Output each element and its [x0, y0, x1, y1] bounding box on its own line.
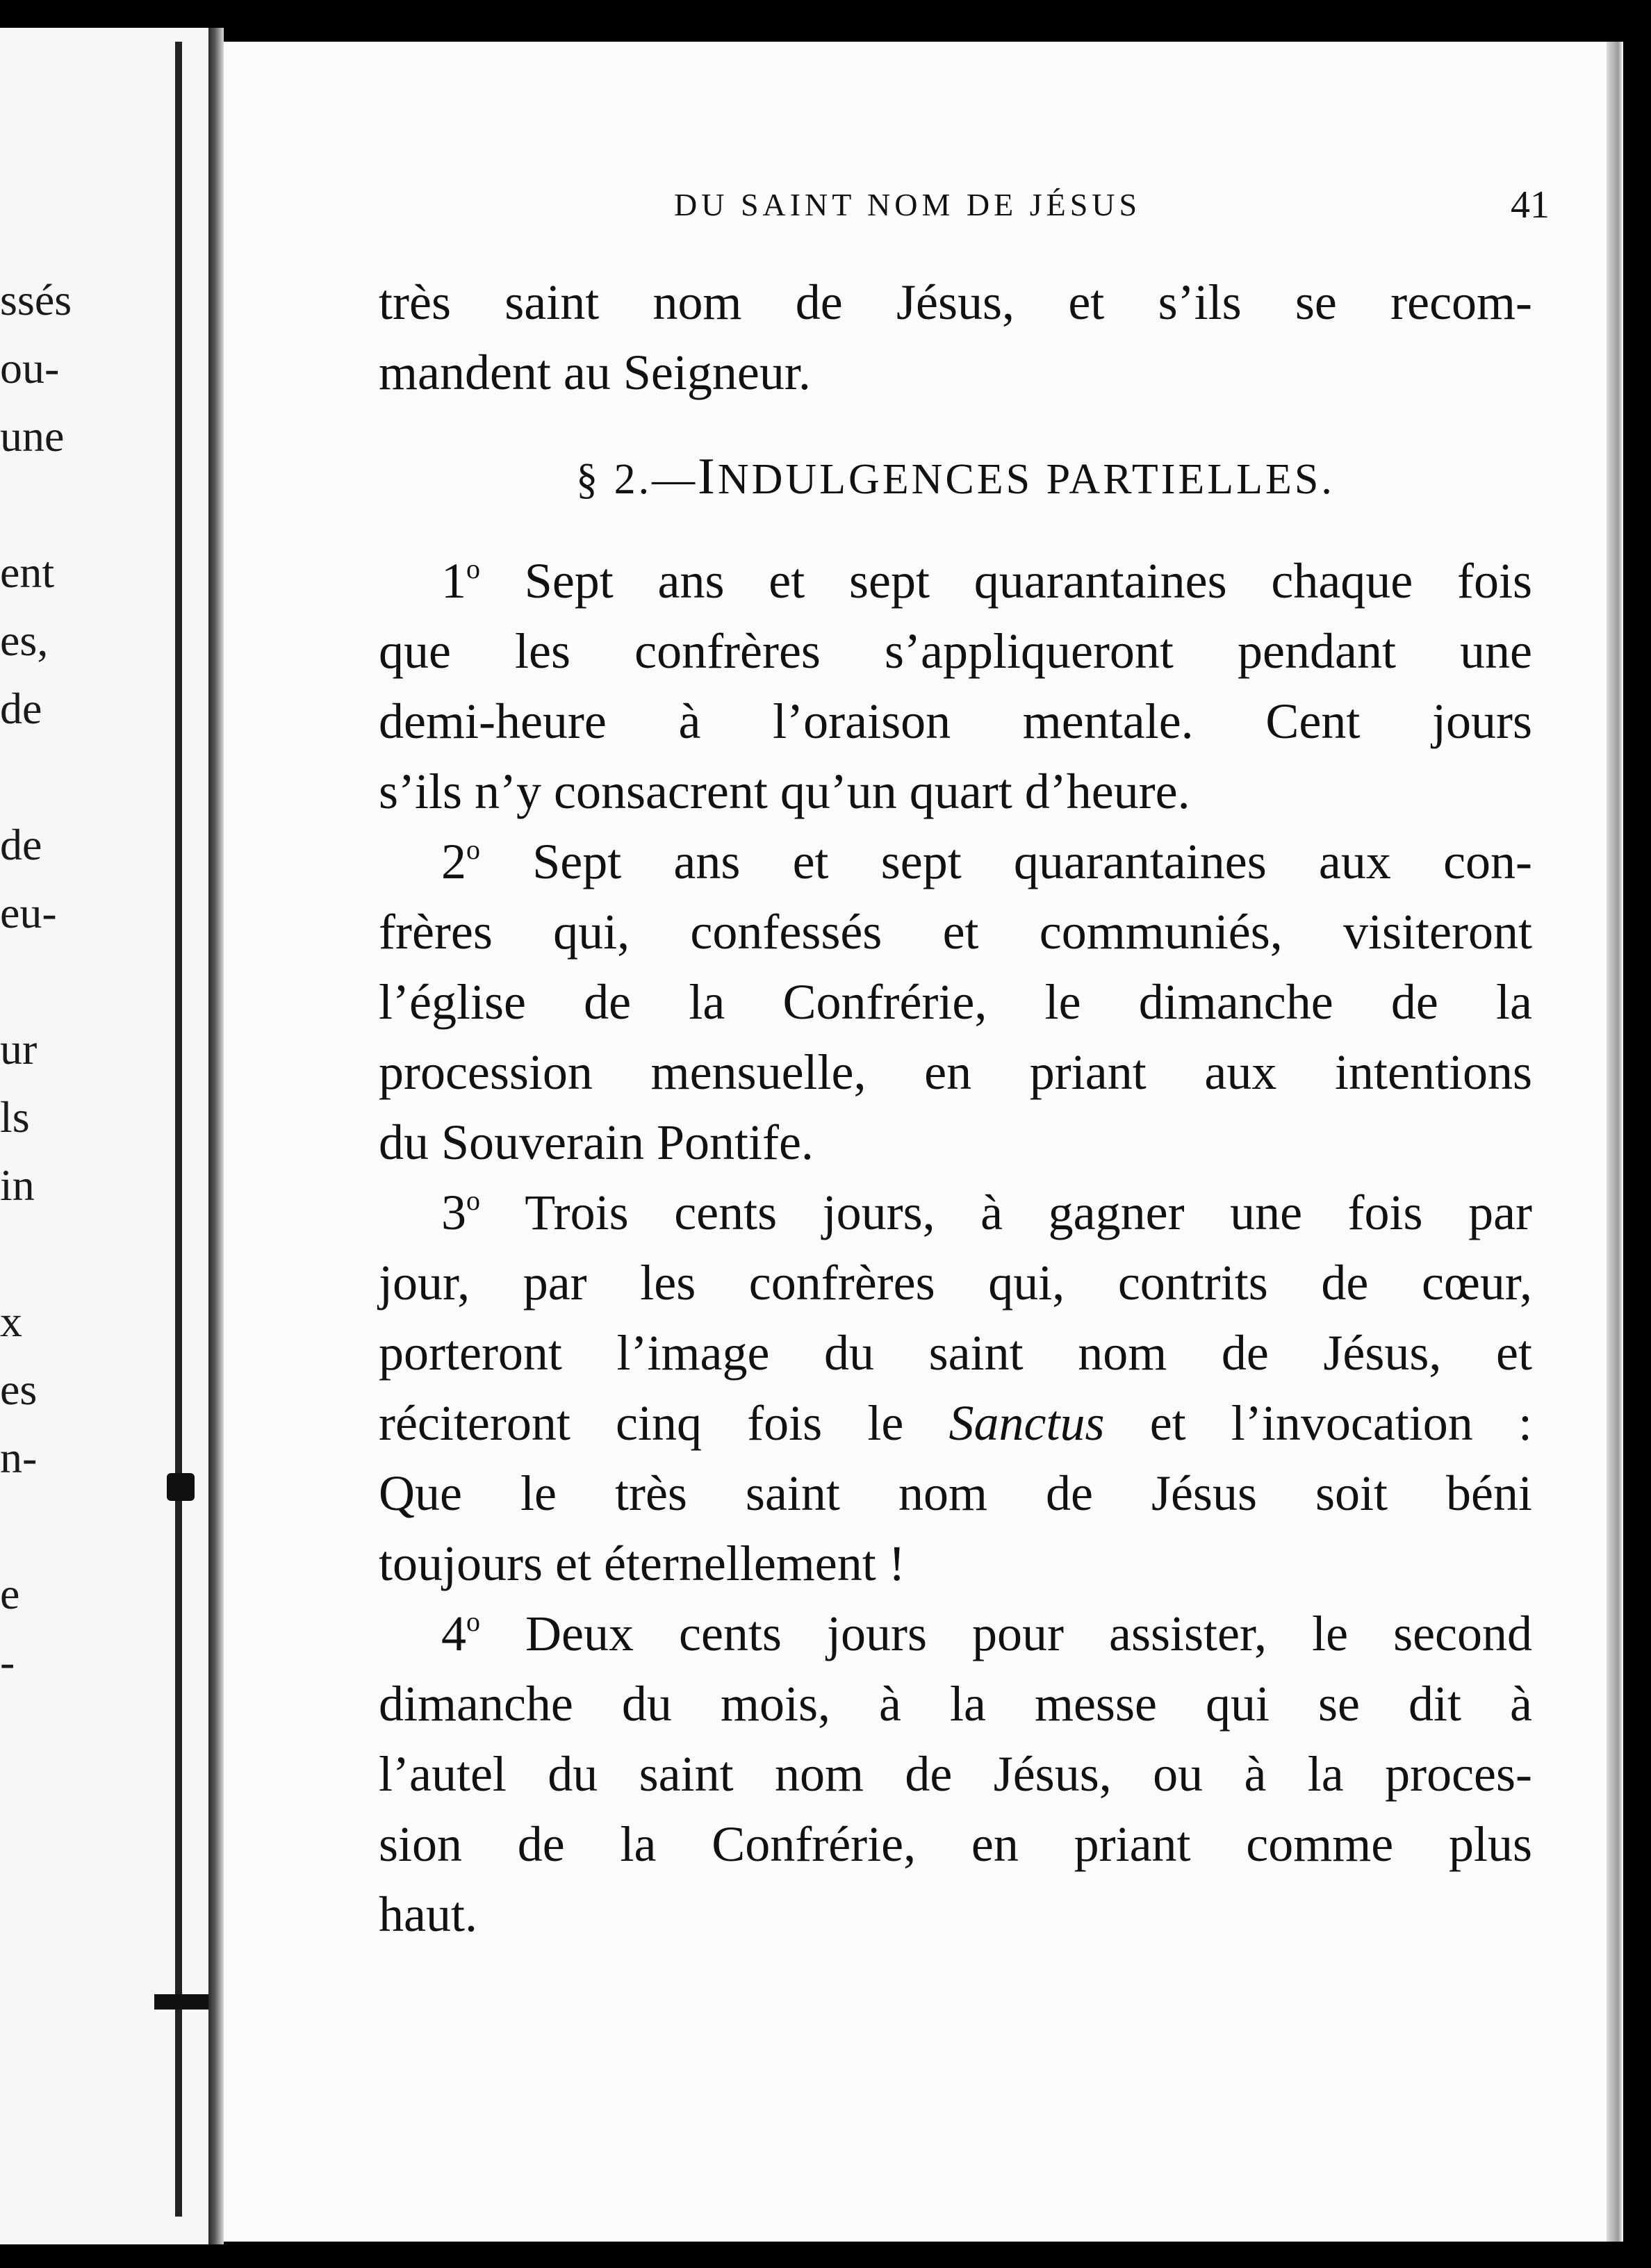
text-line: s’ils n’y consacrent qu’un quart d’heure. [379, 764, 1190, 819]
text-line: l’église de la Confrérie, le dimanche de la [379, 974, 1532, 1030]
text-line: mandent au Seigneur. [379, 345, 811, 400]
left-fragment: ssés [0, 275, 72, 324]
paragraph-item-3 [379, 1178, 1532, 1248]
section-title-rest: NDULGENCES PARTIELLES. [717, 456, 1335, 503]
text-line: Sept ans et sept quarantaines chaque fois [524, 553, 1533, 609]
left-fragment: e [0, 1569, 20, 1618]
left-fragment: - [0, 1637, 15, 1686]
left-fragment: eu- [0, 888, 57, 937]
text-span: réciteront cinq fois le [379, 1395, 949, 1451]
running-head: DU SAINT NOM DE JÉSUS [674, 187, 1142, 222]
text-line: du Souverain Pontife. [379, 1115, 814, 1170]
section-title-initial: I [698, 448, 718, 505]
text-line: Deux cents jours pour assister, le second [525, 1606, 1533, 1661]
text-line: Sept ans et sept quarantaines aux con- [532, 834, 1532, 889]
item-number: 1 [441, 553, 466, 609]
italic-term-sanctus: Sanctus [948, 1395, 1105, 1451]
text-line: Que le très saint nom de Jésus soit béni [379, 1465, 1532, 1521]
text-line: très saint nom de Jésus, et s’ils se recom- [379, 274, 1532, 330]
left-fragment: ls [0, 1092, 30, 1142]
left-fragment: es, [0, 616, 49, 665]
section-heading [379, 442, 1532, 512]
paragraph-item-1 [379, 546, 1532, 616]
item-number: 2 [441, 834, 466, 889]
page-number: 41 [1511, 183, 1550, 227]
text-line: frères qui, confessés et communiés, visiteront [379, 904, 1532, 960]
item-number: 4 [441, 1606, 466, 1661]
binding-clip-tab [167, 1473, 195, 1501]
paragraph-item-4 [379, 1599, 1532, 1669]
body-text [379, 268, 1532, 1950]
item-number: 3 [441, 1185, 466, 1240]
text-line: demi-heure à l’oraison mentale. Cent jours [379, 693, 1532, 749]
gutter-shadow [208, 28, 224, 2244]
left-fragment: es [0, 1365, 38, 1414]
text-line: Trois cents jours, à gagner une fois par [525, 1185, 1533, 1240]
left-fragment: de [0, 684, 42, 733]
text-line: porteront l’image du saint nom de Jésus, et [379, 1325, 1532, 1381]
left-fragment: ent [0, 548, 55, 597]
left-fragment: de [0, 820, 42, 869]
page-header [452, 177, 1550, 233]
item-ordinal: o [466, 553, 480, 584]
text-line: jour, par les confrères qui, contrits de cœur, [379, 1255, 1532, 1310]
text-line: procession mensuelle, en priant aux intentions [379, 1044, 1532, 1100]
text-span: et l’invocation : [1104, 1395, 1532, 1451]
text-line: que les confrères s’appliqueront pendant une [379, 623, 1532, 679]
text-line: haut. [379, 1887, 477, 1942]
item-ordinal: o [466, 1185, 480, 1216]
binding-spine-line [175, 42, 182, 2217]
text-line: dimanche du mois, à la messe qui se dit à [379, 1676, 1532, 1732]
section-prefix: § 2.— [576, 456, 698, 503]
item-ordinal: o [466, 834, 480, 865]
left-fragment: in [0, 1160, 35, 1210]
left-fragment: ou- [0, 343, 60, 393]
page-edge-shadow [1607, 42, 1623, 2242]
text-line: l’autel du saint nom de Jésus, ou à la proces- [379, 1746, 1532, 1802]
left-fragment: x [0, 1297, 22, 1346]
left-fragment: ur [0, 1024, 38, 1074]
binding-clip-bar [154, 1994, 217, 2010]
paragraph-item-2 [379, 827, 1532, 897]
item-ordinal: o [466, 1606, 480, 1637]
text-line-with-italic [379, 1388, 1532, 1458]
left-fragment: n- [0, 1433, 38, 1482]
text-line: sion de la Confrérie, en priant comme plus [379, 1816, 1532, 1872]
text-line: toujours et éternellement ! [379, 1536, 905, 1591]
left-fragment: une [0, 411, 65, 461]
